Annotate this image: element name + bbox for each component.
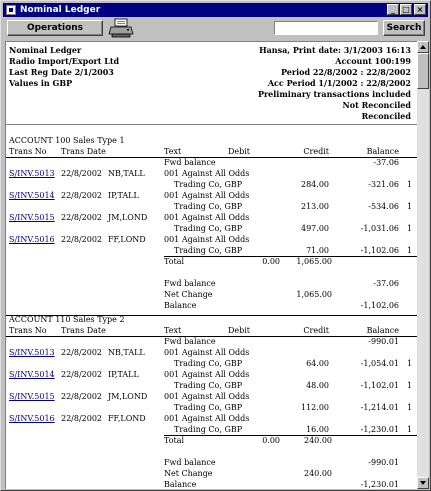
scroll-up-button[interactable] xyxy=(417,41,429,53)
report-title: Nominal Ledger xyxy=(9,45,82,55)
trans-no-link[interactable]: S/INV.5016 xyxy=(9,235,55,244)
trans-credit: 48.00 xyxy=(306,381,329,390)
trans-date: 22/8/2002 xyxy=(61,348,103,357)
trans-text: 001 Against All Odds xyxy=(164,392,250,401)
trans-no-link[interactable]: S/INV.5013 xyxy=(9,348,55,357)
total-debit: 0.00 xyxy=(262,436,280,445)
trans-customer: Trading Co, GBP xyxy=(174,359,243,368)
trans-balance: -1,102.06 xyxy=(360,246,399,255)
col-trans-no: Trans No xyxy=(9,147,47,156)
window-title: Nominal Ledger xyxy=(20,5,101,15)
total-credit: 1,065.00 xyxy=(296,257,332,266)
trans-text: 001 Against All Odds xyxy=(164,414,250,423)
search-button[interactable]: Search xyxy=(383,20,425,36)
printer-icon[interactable] xyxy=(108,18,134,38)
trans-flag: 1 xyxy=(407,202,413,211)
account-header: ACCOUNT 110 Sales Type 2 xyxy=(9,315,125,324)
balance-label: Balance xyxy=(164,301,197,310)
trans-credit: 16.00 xyxy=(306,425,329,434)
col-text: Text xyxy=(164,326,182,335)
account-range: Account 100:199 xyxy=(335,56,411,66)
fwd-balance-label: Fwd balance xyxy=(164,458,216,467)
trans-date: 22/8/2002 xyxy=(61,235,103,244)
fwd-balance-label: Fwd balance xyxy=(164,279,216,288)
trans-no-link[interactable]: S/INV.5014 xyxy=(9,191,55,200)
total-debit: 0.00 xyxy=(262,257,280,266)
trans-no-link[interactable]: S/INV.5013 xyxy=(9,169,55,178)
print-info: Hansa, Print date: 3/1/2003 16:13 xyxy=(259,45,411,55)
trans-customer: Trading Co, GBP xyxy=(174,224,243,233)
vertical-scrollbar[interactable] xyxy=(417,41,429,489)
trans-no-link[interactable]: S/INV.5014 xyxy=(9,370,55,379)
fwd-balance-value: -37.06 xyxy=(373,279,399,288)
col-text: Text xyxy=(164,147,182,156)
net-change-value: 240.00 xyxy=(304,469,332,478)
col-credit: Credit xyxy=(303,147,329,156)
col-trans-date: Trans Date xyxy=(61,147,106,156)
trans-credit: 284.00 xyxy=(301,180,329,189)
trans-code: JM,LOND xyxy=(108,213,148,222)
toolbar xyxy=(3,18,428,40)
trans-code: NB,TALL xyxy=(108,169,145,178)
balance-value: -1,230.01 xyxy=(360,480,399,489)
trans-balance: -1,102.01 xyxy=(360,381,399,390)
trans-text: 001 Against All Odds xyxy=(164,348,250,357)
acc-period: Acc Period 1/1/2002 : 22/8/2002 xyxy=(267,78,411,88)
period: Period 22/8/2002 : 22/8/2002 xyxy=(281,67,411,77)
close-button[interactable]: × xyxy=(414,4,426,15)
trans-customer: Trading Co, GBP xyxy=(174,425,243,434)
company-name: Radio Import/Export Ltd xyxy=(9,56,120,66)
trans-balance: -1,230.01 xyxy=(360,425,399,434)
minimize-button[interactable]: _ xyxy=(387,4,399,15)
balance-value: -1,102.06 xyxy=(360,301,399,310)
trans-no-link[interactable]: S/INV.5015 xyxy=(9,392,55,401)
scroll-thumb[interactable] xyxy=(417,53,429,89)
fwd-balance-label: Fwd balance xyxy=(164,337,216,346)
trans-code: IP,TALL xyxy=(108,191,139,200)
trans-date: 22/8/2002 xyxy=(61,213,103,222)
trans-date: 22/8/2002 xyxy=(61,370,103,379)
trans-customer: Trading Co, GBP xyxy=(174,202,243,211)
trans-text: 001 Against All Odds xyxy=(164,191,250,200)
trans-customer: Trading Co, GBP xyxy=(174,381,243,390)
trans-flag: 1 xyxy=(407,246,413,255)
header-divider xyxy=(6,124,417,125)
account-header: ACCOUNT 100 Sales Type 1 xyxy=(9,136,125,145)
col-debit: Debit xyxy=(227,326,250,335)
fwd-balance-value: -990.01 xyxy=(368,337,399,346)
col-trans-date: Trans Date xyxy=(61,326,106,335)
trans-date: 22/8/2002 xyxy=(61,191,103,200)
trans-credit: 213.00 xyxy=(301,202,329,211)
total-credit: 240.00 xyxy=(304,436,332,445)
trans-code: JM,LOND xyxy=(108,392,148,401)
trans-date: 22/8/2002 xyxy=(61,392,103,401)
trans-code: FF,LOND xyxy=(108,414,146,423)
net-change-value: 1,065.00 xyxy=(296,290,332,299)
trans-code: FF,LOND xyxy=(108,235,146,244)
trans-text: 001 Against All Odds xyxy=(164,213,250,222)
trans-balance: -534.06 xyxy=(368,202,399,211)
trans-balance: -1,054.01 xyxy=(360,359,399,368)
trans-text: 001 Against All Odds xyxy=(164,235,250,244)
trans-flag: 1 xyxy=(407,180,413,189)
total-label: Total xyxy=(164,436,185,445)
trans-code: NB,TALL xyxy=(108,348,145,357)
trans-flag: 1 xyxy=(407,425,413,434)
operations-button[interactable]: Operations xyxy=(7,20,103,36)
trans-flag: 1 xyxy=(407,403,413,412)
fwd-balance-value: -990.01 xyxy=(368,458,399,467)
trans-text: 001 Against All Odds xyxy=(164,169,250,178)
col-credit: Credit xyxy=(303,326,329,335)
net-change-label: Net Change xyxy=(164,469,213,478)
report-area[interactable] xyxy=(5,41,417,489)
last-reg-date: Last Reg Date 2/1/2003 xyxy=(9,67,114,77)
trans-customer: Trading Co, GBP xyxy=(174,246,243,255)
scroll-down-button[interactable] xyxy=(417,477,429,489)
trans-balance: -321.06 xyxy=(368,180,399,189)
trans-flag: 1 xyxy=(407,359,413,368)
trans-flag: 1 xyxy=(407,381,413,390)
preliminary-note: Preliminary transactions included xyxy=(257,89,411,99)
trans-credit: 497.00 xyxy=(301,224,329,233)
trans-credit: 112.00 xyxy=(301,403,329,412)
trans-no-link[interactable]: S/INV.5016 xyxy=(9,414,55,423)
trans-credit: 71.00 xyxy=(306,246,329,255)
trans-balance: -1,031.06 xyxy=(360,224,399,233)
values-in: Values in GBP xyxy=(9,78,73,88)
fwd-balance-label: Fwd balance xyxy=(164,158,216,167)
col-debit: Debit xyxy=(227,147,250,156)
arrow-up-icon xyxy=(420,45,426,49)
window-icon xyxy=(6,5,16,15)
trans-customer: Trading Co, GBP xyxy=(174,180,243,189)
trans-balance: -1,214.01 xyxy=(360,403,399,412)
search-input[interactable] xyxy=(274,21,378,35)
not-reconciled-note: Not Reconciled xyxy=(342,100,411,110)
fwd-balance-value: -37.06 xyxy=(373,158,399,167)
trans-no-link[interactable]: S/INV.5015 xyxy=(9,213,55,222)
trans-flag: 1 xyxy=(407,224,413,233)
net-change-label: Net Change xyxy=(164,290,213,299)
title-bar[interactable] xyxy=(3,3,428,17)
maximize-button[interactable]: □ xyxy=(400,4,412,15)
total-label: Total xyxy=(164,257,185,266)
trans-credit: 64.00 xyxy=(306,359,329,368)
trans-customer: Trading Co, GBP xyxy=(174,403,243,412)
trans-date: 22/8/2002 xyxy=(61,169,103,178)
col-balance: Balance xyxy=(366,326,399,335)
col-trans-no: Trans No xyxy=(9,326,47,335)
trans-date: 22/8/2002 xyxy=(61,414,103,423)
arrow-down-icon xyxy=(420,481,426,485)
reconciled-note: Reconciled xyxy=(361,111,411,121)
balance-label: Balance xyxy=(164,480,197,489)
trans-text: 001 Against All Odds xyxy=(164,370,250,379)
trans-code: IP,TALL xyxy=(108,370,139,379)
col-balance: Balance xyxy=(366,147,399,156)
